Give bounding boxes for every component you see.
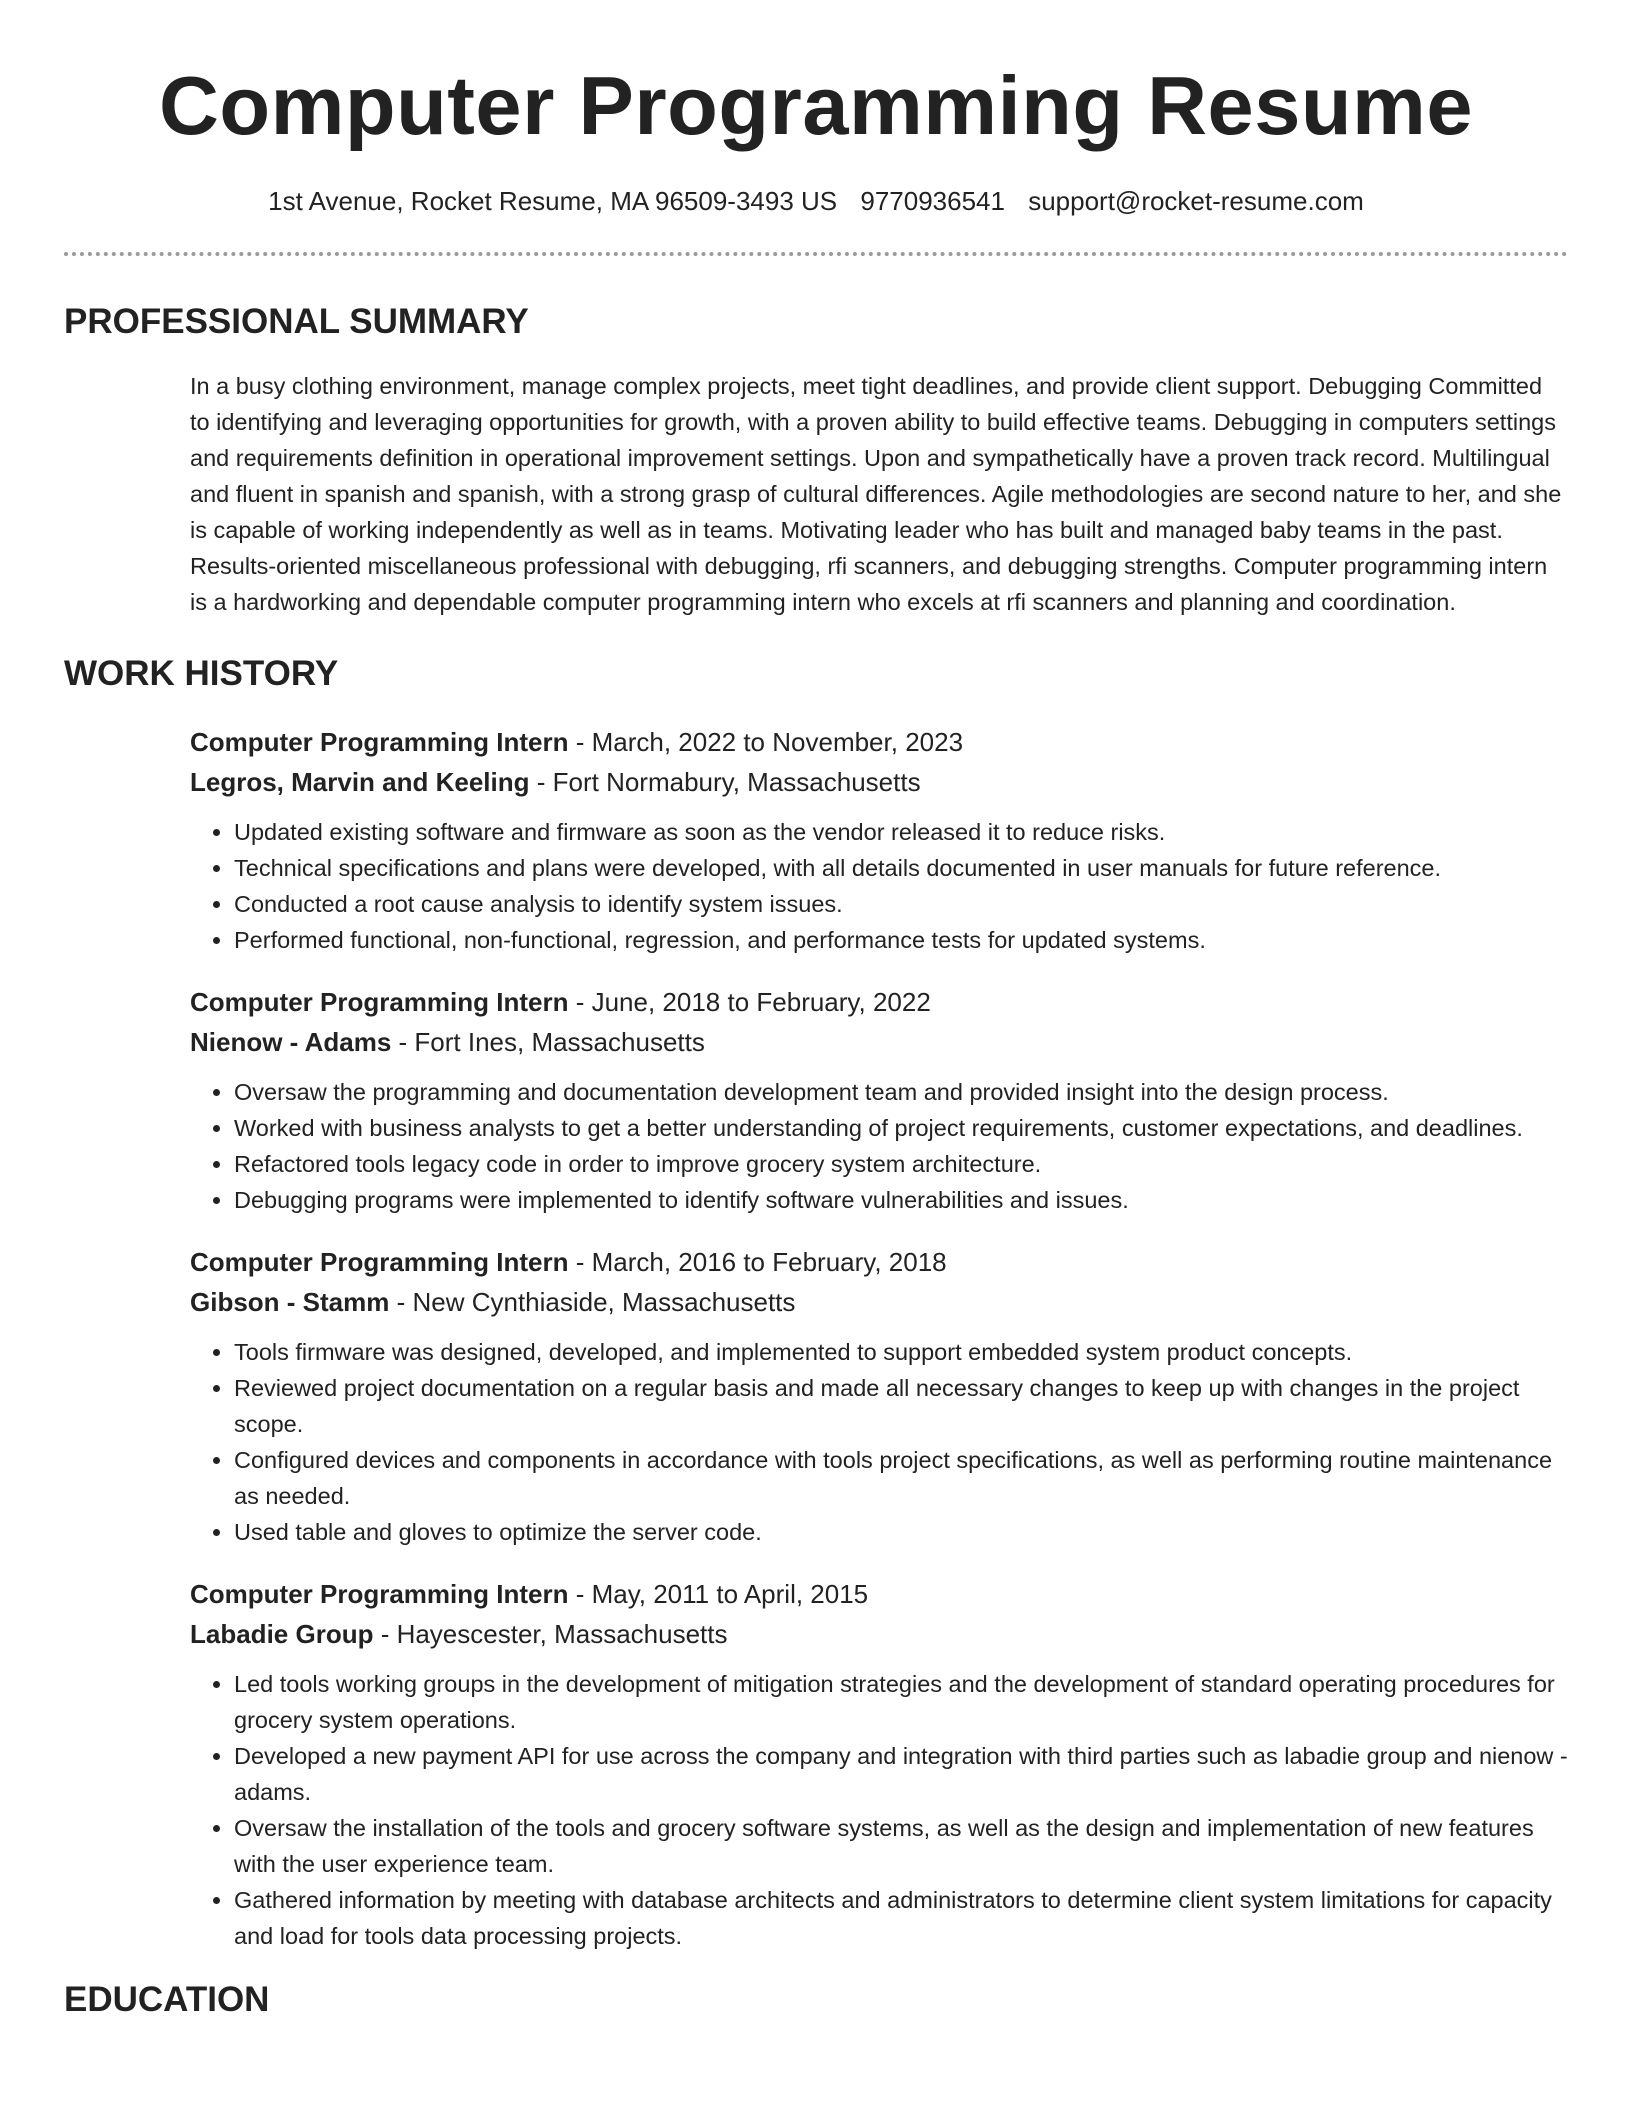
job-title-line [190,1574,1568,1614]
job-title-line [190,982,1568,1022]
job-bullet: • Led tools working groups in the development of mitigation strategies and the development of standard operating procedures for grocery system operations. [234,1666,1568,1738]
job-company-line [190,1614,1568,1654]
job-company-line [190,1282,1568,1322]
job-entry [190,1242,1568,1550]
job-bullet: • Refactored tools legacy code in order to improve grocery system architecture. [234,1146,1568,1182]
job-title-line [190,1242,1568,1282]
job-dates: - May, 2011 to April, 2015 [568,1579,869,1609]
job-entry [190,982,1568,1218]
job-bullet: • Used table and gloves to optimize the server code. [234,1514,1568,1550]
contact-email: support@rocket-resume.com [1028,186,1364,216]
job-location: - Hayescester, Massachusetts [373,1619,728,1649]
job-dates: - March, 2016 to February, 2018 [568,1247,947,1277]
job-bullet: • Debugging programs were implemented to identify software vulnerabilities and issues. [234,1182,1568,1218]
job-bullet: • Reviewed project documentation on a regular basis and made all necessary changes to keep up with changes in the project scope. [234,1370,1568,1442]
job-bullet: • Gathered information by meeting with database architects and administrators to determine client system limitations for capacity and load for tools data processing projects. [234,1882,1568,1954]
job-entry [190,722,1568,958]
section-heading-education: EDUCATION [64,1980,270,2019]
job-company: Nienow - Adams [190,1027,392,1057]
job-bullet: • Conducted a root cause analysis to identify system issues. [234,886,1568,922]
job-bullet: • Technical specifications and plans were developed, with all details documented in user manuals for future reference. [234,850,1568,886]
section-heading-work-history: WORK HISTORY [64,654,339,693]
header-divider [64,252,1568,256]
job-bullet: • Worked with business analysts to get a better understanding of project requirements, customer expectations, and deadlines. [234,1110,1568,1146]
work-history-list [190,722,1568,1954]
job-bullet: • Developed a new payment API for use across the company and integration with third parties such as labadie group and nienow - adams. [234,1738,1568,1810]
job-company-line [190,762,1568,802]
job-title: Computer Programming Intern [190,1579,569,1609]
job-bullets [190,1074,1568,1218]
job-location: - Fort Normabury, Massachusetts [529,767,921,797]
job-bullet: • Tools firmware was designed, developed, and implemented to support embedded system product concepts. [234,1334,1568,1370]
job-company: Labadie Group [190,1619,374,1649]
job-location: - New Cynthiaside, Massachusetts [389,1287,796,1317]
job-bullet: • Updated existing software and firmware as soon as the vendor released it to reduce risks. [234,814,1568,850]
job-dates: - June, 2018 to February, 2022 [568,987,931,1017]
job-company: Gibson - Stamm [190,1287,390,1317]
job-entry [190,1574,1568,1954]
job-company-line [190,1022,1568,1062]
section-heading-summary: PROFESSIONAL SUMMARY [64,302,529,341]
job-title: Computer Programming Intern [190,727,569,757]
job-title: Computer Programming Intern [190,987,569,1017]
job-bullets [190,1666,1568,1954]
job-bullet: • Oversaw the installation of the tools and grocery software systems, as well as the design and implementation of new features with the user experience team. [234,1810,1568,1882]
contact-phone: 9770936541 [860,186,1005,216]
job-location: - Fort Ines, Massachusetts [391,1027,705,1057]
contact-line [64,184,1568,218]
resume-title: Computer Programming Resume [158,59,1474,152]
job-title-line [190,722,1568,762]
job-bullet: • Configured devices and components in accordance with tools project specifications, as well as performing routine maintenance as needed. [234,1442,1568,1514]
job-bullets [190,1334,1568,1550]
job-bullet: • Oversaw the programming and documentation development team and provided insight into the design process. [234,1074,1568,1110]
job-bullet: • Performed functional, non-functional, regression, and performance tests for updated systems. [234,922,1568,958]
contact-address: 1st Avenue, Rocket Resume, MA 96509-3493 US [268,186,838,216]
job-company: Legros, Marvin and Keeling [190,767,530,797]
job-bullets [190,814,1568,958]
job-dates: - March, 2022 to November, 2023 [568,727,964,757]
summary-text: In a busy clothing environment, manage complex projects, meet tight deadlines, and provide client support. Debugging Committed to identifying and leveraging opportunities for growth, with a proven ability to build effective teams. Debugging in computers settings and requirements definition in operational improvement settings. Upon and sympathetically have a proven track record. Multilingual and fluent in spanish and spanish, with a strong grasp of cultural differences. Agile methodologies are second nature to her, and she is capable of working independently as well as in teams. Motivating leader who has built and managed baby teams in the past. Results-oriented miscellaneous professional with debugging, rfi scanners, and debugging strengths. Computer programming intern is a hardworking and dependable computer programming intern who excels at rfi scanners and planning and coordination. [190,373,1562,615]
job-title: Computer Programming Intern [190,1247,569,1277]
